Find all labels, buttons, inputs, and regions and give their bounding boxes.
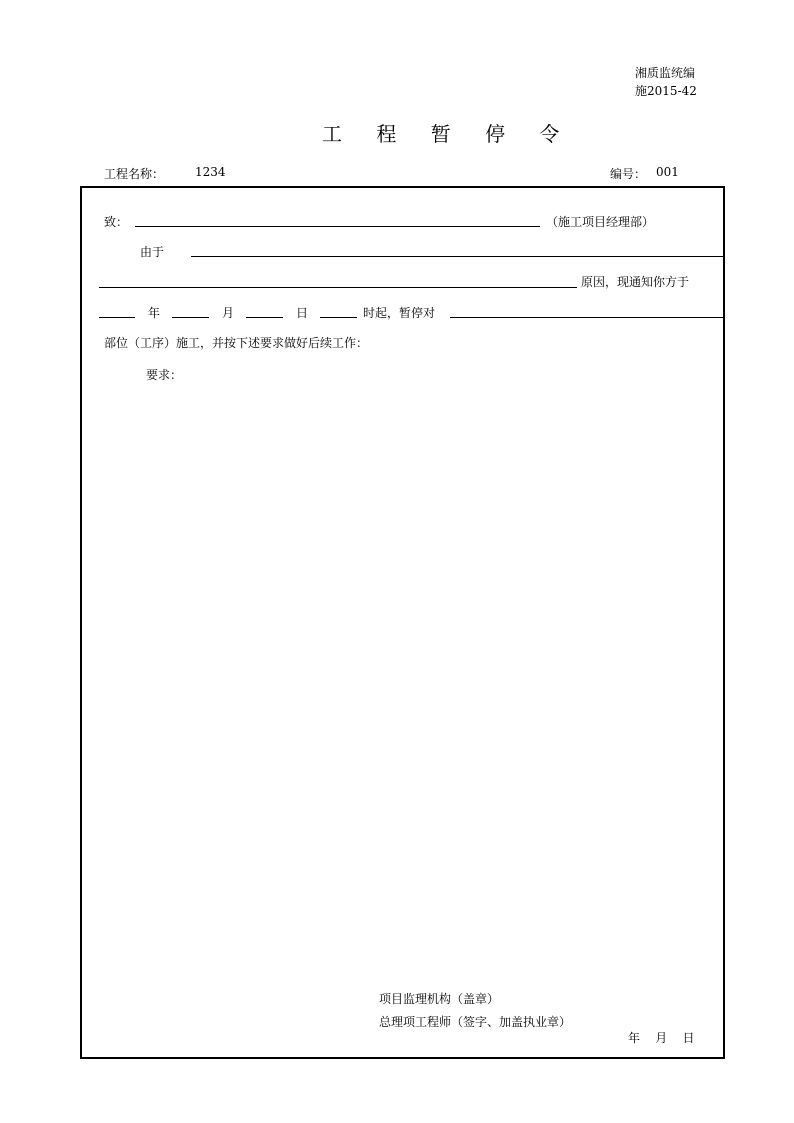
- form-code-line1: 湘质监统编: [635, 66, 696, 80]
- hour-field-line[interactable]: [320, 317, 357, 318]
- day-label: 日: [296, 306, 309, 320]
- supervision-org-line: 项目监理机构（盖章）: [379, 992, 500, 1006]
- project-name-value: 1234: [195, 165, 226, 179]
- month-field-line[interactable]: [172, 317, 209, 318]
- chief-engineer-line: 总理项工程师（签字、加盖执业章）: [379, 1015, 572, 1029]
- year-field-line[interactable]: [99, 317, 135, 318]
- number-value: 001: [656, 165, 679, 179]
- to-suffix: （施工项目经理部）: [546, 215, 655, 229]
- part-field-line[interactable]: [450, 317, 723, 318]
- to-field-line[interactable]: [135, 226, 540, 227]
- requirements-label: 要求：: [146, 368, 183, 382]
- year-label: 年: [148, 306, 161, 320]
- document-title: 工 程 暂 停 令: [322, 122, 574, 146]
- to-label: 致：: [104, 215, 129, 229]
- reason-suffix: 原因，现通知你方于: [581, 275, 690, 289]
- reason-field-line-2[interactable]: [99, 287, 577, 288]
- reason-prefix: 由于: [140, 245, 165, 259]
- part-line-text: 部位（工序）施工，并按下述要求做好后续工作：: [104, 336, 369, 350]
- signature-date-line: 年 月 日: [628, 1031, 695, 1045]
- from-time-text: 时起，暂停对: [363, 306, 436, 320]
- project-name-label: 工程名称：: [104, 167, 165, 181]
- form-code-line2: 施2015-42: [635, 84, 697, 98]
- number-label: 编号：: [610, 167, 647, 181]
- month-label: 月: [222, 306, 235, 320]
- reason-field-line-1[interactable]: [191, 256, 723, 257]
- day-field-line[interactable]: [246, 317, 283, 318]
